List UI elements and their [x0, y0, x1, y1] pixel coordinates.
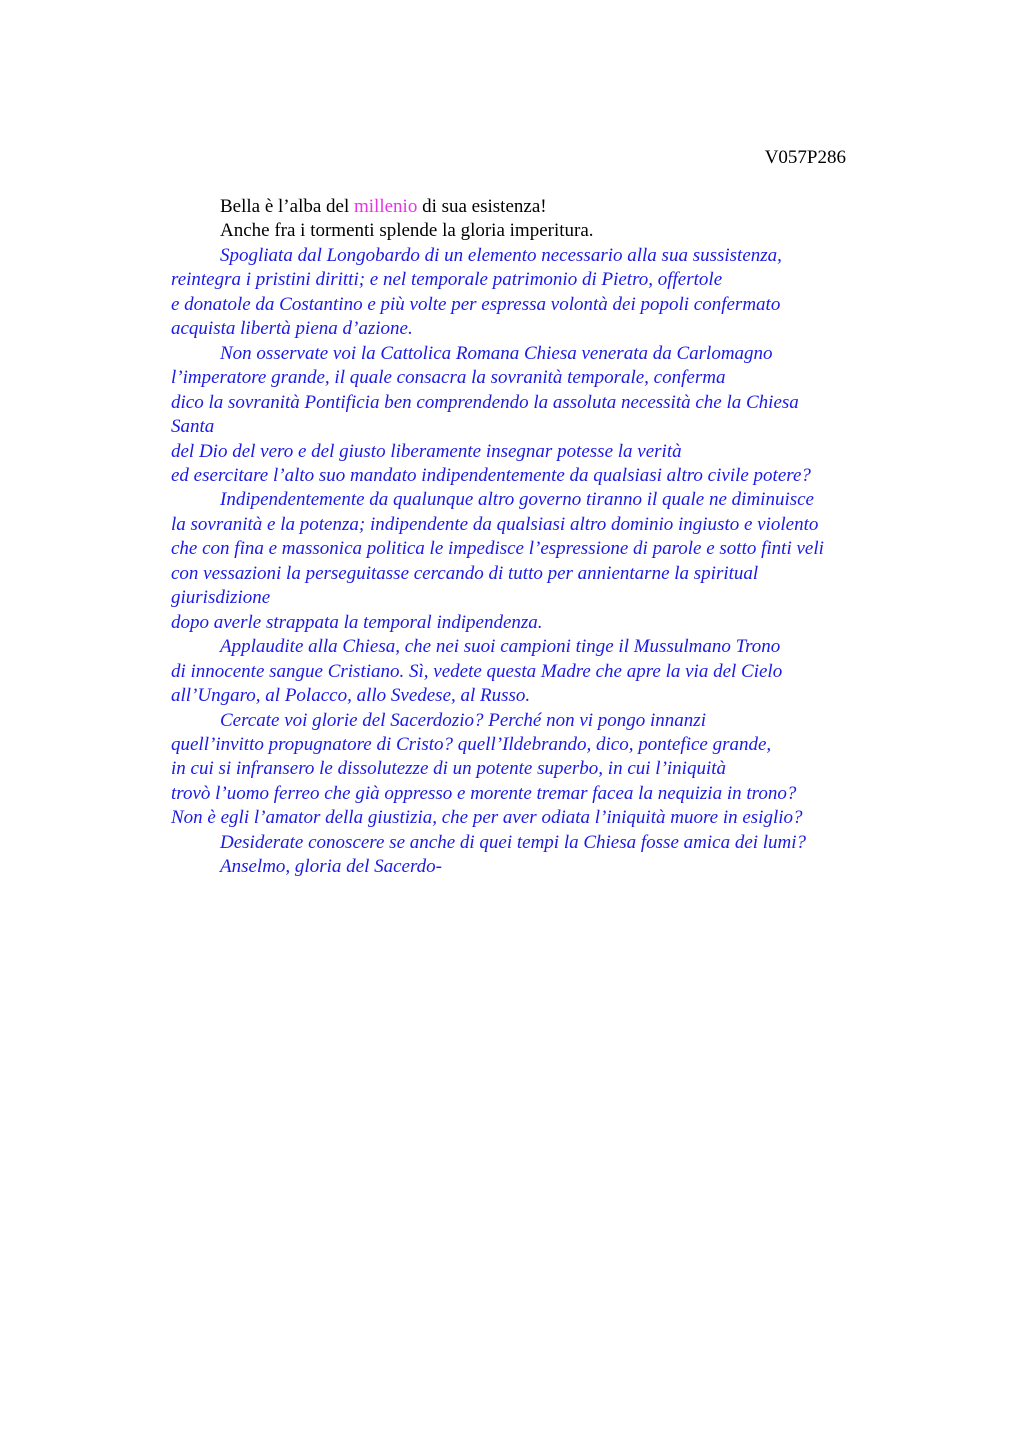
- text-line: Spogliata dal Longobardo di un elemento necessario alla sua sussistenza,: [220, 244, 782, 266]
- text-line: all’Ungaro, al Polacco, allo Svedese, al Russo.: [171, 685, 531, 707]
- text-line: ed esercitare l’alto suo mandato indipendentemente da qualsiasi altro civile potere?: [171, 464, 811, 486]
- text-line: Non osservate voi la Cattolica Romana Chiesa venerata da Carlomagno: [220, 342, 773, 364]
- text-line: e donatole da Costantino e più volte per espressa volontà dei popoli confermato: [171, 293, 781, 315]
- text-line: Anselmo, gloria del Sacerdo-: [220, 856, 442, 878]
- page-identifier: V057P286: [764, 147, 846, 168]
- text-line: dopo averle strappata la temporal indipendenza.: [171, 611, 543, 633]
- text-line: che con fina e massonica politica le impedisce l’espressione di parole e sotto finti veli: [171, 538, 824, 560]
- text-line: Cercate voi glorie del Sacerdozio? Perché non vi pongo innanzi: [220, 709, 706, 731]
- text-line: in cui si infransero le dissolutezze di un potente superbo, in cui l’iniquità: [171, 758, 727, 780]
- text-line: Santa: [171, 416, 215, 438]
- text-segment: Bella è l’alba del: [220, 196, 354, 217]
- text-segment: di sua esistenza!: [417, 196, 547, 217]
- text-line: del Dio del vero e del giusto liberamente insegnar potesse la verità: [171, 440, 682, 462]
- text-line: con vessazioni la perseguitasse cercando di tutto per annientarne la spiritual: [171, 562, 759, 584]
- text-line: la sovranità e la potenza; indipendente da qualsiasi altro dominio ingiusto e violento: [171, 513, 819, 535]
- highlighted-word: millenio: [354, 196, 418, 217]
- text-line: reintegra i pristini diritti; e nel temporale patrimonio di Pietro, offertole: [171, 269, 723, 291]
- text-line: giurisdizione: [171, 587, 271, 609]
- text-line: quell’invitto propugnatore di Cristo? quell’Ildebrando, dico, pontefice grande,: [171, 733, 772, 755]
- document-body: [171, 195, 891, 880]
- text-line: Non è egli l’amator della giustizia, che per aver odiata l’iniquità muore in esiglio?: [171, 807, 803, 829]
- text-line: [171, 195, 891, 219]
- text-line: di innocente sangue Cristiano. Sì, vedete questa Madre che apre la via del Cielo: [171, 660, 783, 682]
- text-line: Desiderate conoscere se anche di quei tempi la Chiesa fosse amica dei lumi?: [220, 831, 807, 853]
- text-line: trovò l’uomo ferreo che già oppresso e morente tremar facea la nequizia in trono?: [171, 782, 797, 804]
- text-line: l’imperatore grande, il quale consacra la sovranità temporale, conferma: [171, 367, 726, 389]
- text-line: Anche fra i tormenti splende la gloria imperitura.: [220, 220, 594, 242]
- text-line: dico la sovranità Pontificia ben comprendendo la assoluta necessità che la Chiesa: [171, 391, 799, 413]
- text-line: Indipendentemente da qualunque altro governo tiranno il quale ne diminuisce: [220, 489, 814, 511]
- text-line: Applaudite alla Chiesa, che nei suoi campioni tinge il Mussulmano Trono: [220, 636, 781, 658]
- text-line: acquista libertà piena d’azione.: [171, 318, 413, 340]
